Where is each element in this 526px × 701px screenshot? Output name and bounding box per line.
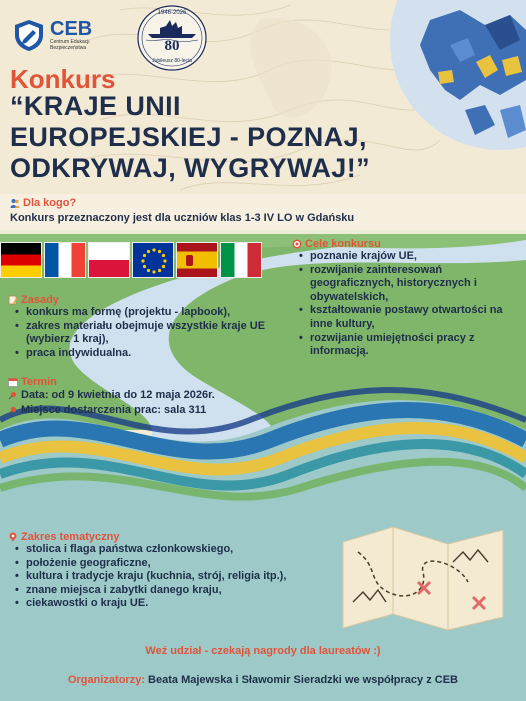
treasure-map-illustration: [338, 522, 508, 634]
goals-list: [292, 250, 520, 359]
ceb-logo: [12, 18, 92, 52]
list-item: • zakres materiału obejmuje wszystkie kraje UE (wybierz 1 kraj),: [8, 320, 308, 347]
term-heading-text: Termin: [21, 376, 57, 388]
calendar-icon: [8, 377, 18, 387]
organizers: [0, 674, 526, 686]
list-item: • kształtowanie postawy otwartości na inne kultury,: [292, 304, 520, 331]
call-to-action: Weź udział - czekają nagrody dla laureatów :): [145, 645, 381, 657]
flag-germany: [0, 242, 42, 278]
topics-section: [8, 531, 328, 611]
list-item: • stolica i flaga państwa członkowskiego,: [8, 543, 328, 557]
people-icon: [10, 198, 20, 208]
jubilee-name: Jubileusz 80-lecia: [152, 58, 192, 64]
rules-list: [8, 306, 308, 360]
target-icon: [292, 239, 302, 249]
page-title: “KRAJE UNII EUROPEJSKIEJ - POZNAJ, ODKRYWAJ, WYGRYWAJ!”: [10, 91, 371, 183]
flag-italy: [220, 242, 262, 278]
globe-map-illustration: [390, 0, 526, 170]
flag-france: [44, 242, 86, 278]
rules-heading: [8, 294, 308, 306]
jubilee-seal: [136, 4, 208, 72]
term-date-row: [8, 388, 308, 403]
logo-title: CEB: [50, 18, 93, 40]
audience-heading-text: Dla kogo?: [23, 197, 77, 209]
audience-text: Konkurs przeznaczony jest dla uczniów klas 1-3 IV LO w Gdańsku: [10, 212, 355, 224]
goals-heading: [292, 238, 520, 250]
title-konkurs: Konkurs: [10, 64, 116, 94]
term-heading: [8, 376, 308, 388]
jubilee-number: 80: [164, 38, 180, 54]
logo-subtitle-2: Bezpieczeństwa: [50, 45, 87, 51]
flag-european-union: [132, 242, 174, 278]
goals-heading-text: Cele konkursu: [305, 238, 381, 250]
jubilee-years: 1946-2026: [157, 10, 187, 16]
goals-section: [292, 238, 520, 359]
spain-coat-of-arms-icon: [186, 255, 193, 266]
list-item: • praca indywidualna.: [8, 347, 308, 361]
pushpin-icon: [8, 391, 17, 400]
list-item: • konkurs ma formę (projektu - lapbook),: [8, 306, 308, 320]
list-item: • poznanie krajów UE,: [292, 250, 520, 264]
topics-heading: [8, 531, 328, 543]
list-item: • ciekawostki o kraju UE.: [8, 597, 328, 611]
term-place-row: [8, 403, 308, 418]
flag-poland: [88, 242, 130, 278]
topics-list: [8, 543, 328, 611]
memo-icon: [8, 295, 18, 305]
shield-pen-icon: [12, 18, 46, 52]
topics-heading-text: Zakres tematyczny: [21, 531, 120, 543]
organizers-names: Beata Majewska i Sławomir Sieradzki we współpracy z CEB: [148, 674, 459, 686]
logo-subtitle-1: Centrum Edukacji: [50, 39, 90, 45]
term-place: Miejsce dostarczenia prac: sala 311: [21, 404, 207, 416]
eu-stars-icon: [133, 243, 174, 278]
term-section: [8, 376, 308, 418]
pin-icon: [8, 532, 18, 542]
audience-heading: [10, 197, 76, 209]
list-item: • położenie geograficzne,: [8, 557, 328, 571]
rules-heading-text: Zasady: [21, 294, 59, 306]
list-item: • rozwijanie zainteresowań geograficznych, historycznych i obywatelskich,: [292, 264, 520, 305]
term-date: Data: od 9 kwietnia do 12 maja 2026r.: [21, 389, 215, 401]
list-item: • znane miejsca i zabytki danego kraju,: [8, 584, 328, 598]
rules-section: [8, 294, 308, 360]
organizers-label: Organizatorzy:: [67, 674, 145, 686]
list-item: • kultura i tradycje kraju (kuchnia, strój, religia itp.),: [8, 570, 328, 584]
flag-spain: [176, 242, 218, 278]
list-item: • rozwijanie umiejętności pracy z informacją.: [292, 332, 520, 359]
pushpin-icon: [8, 406, 17, 415]
flags-row: [0, 242, 262, 278]
